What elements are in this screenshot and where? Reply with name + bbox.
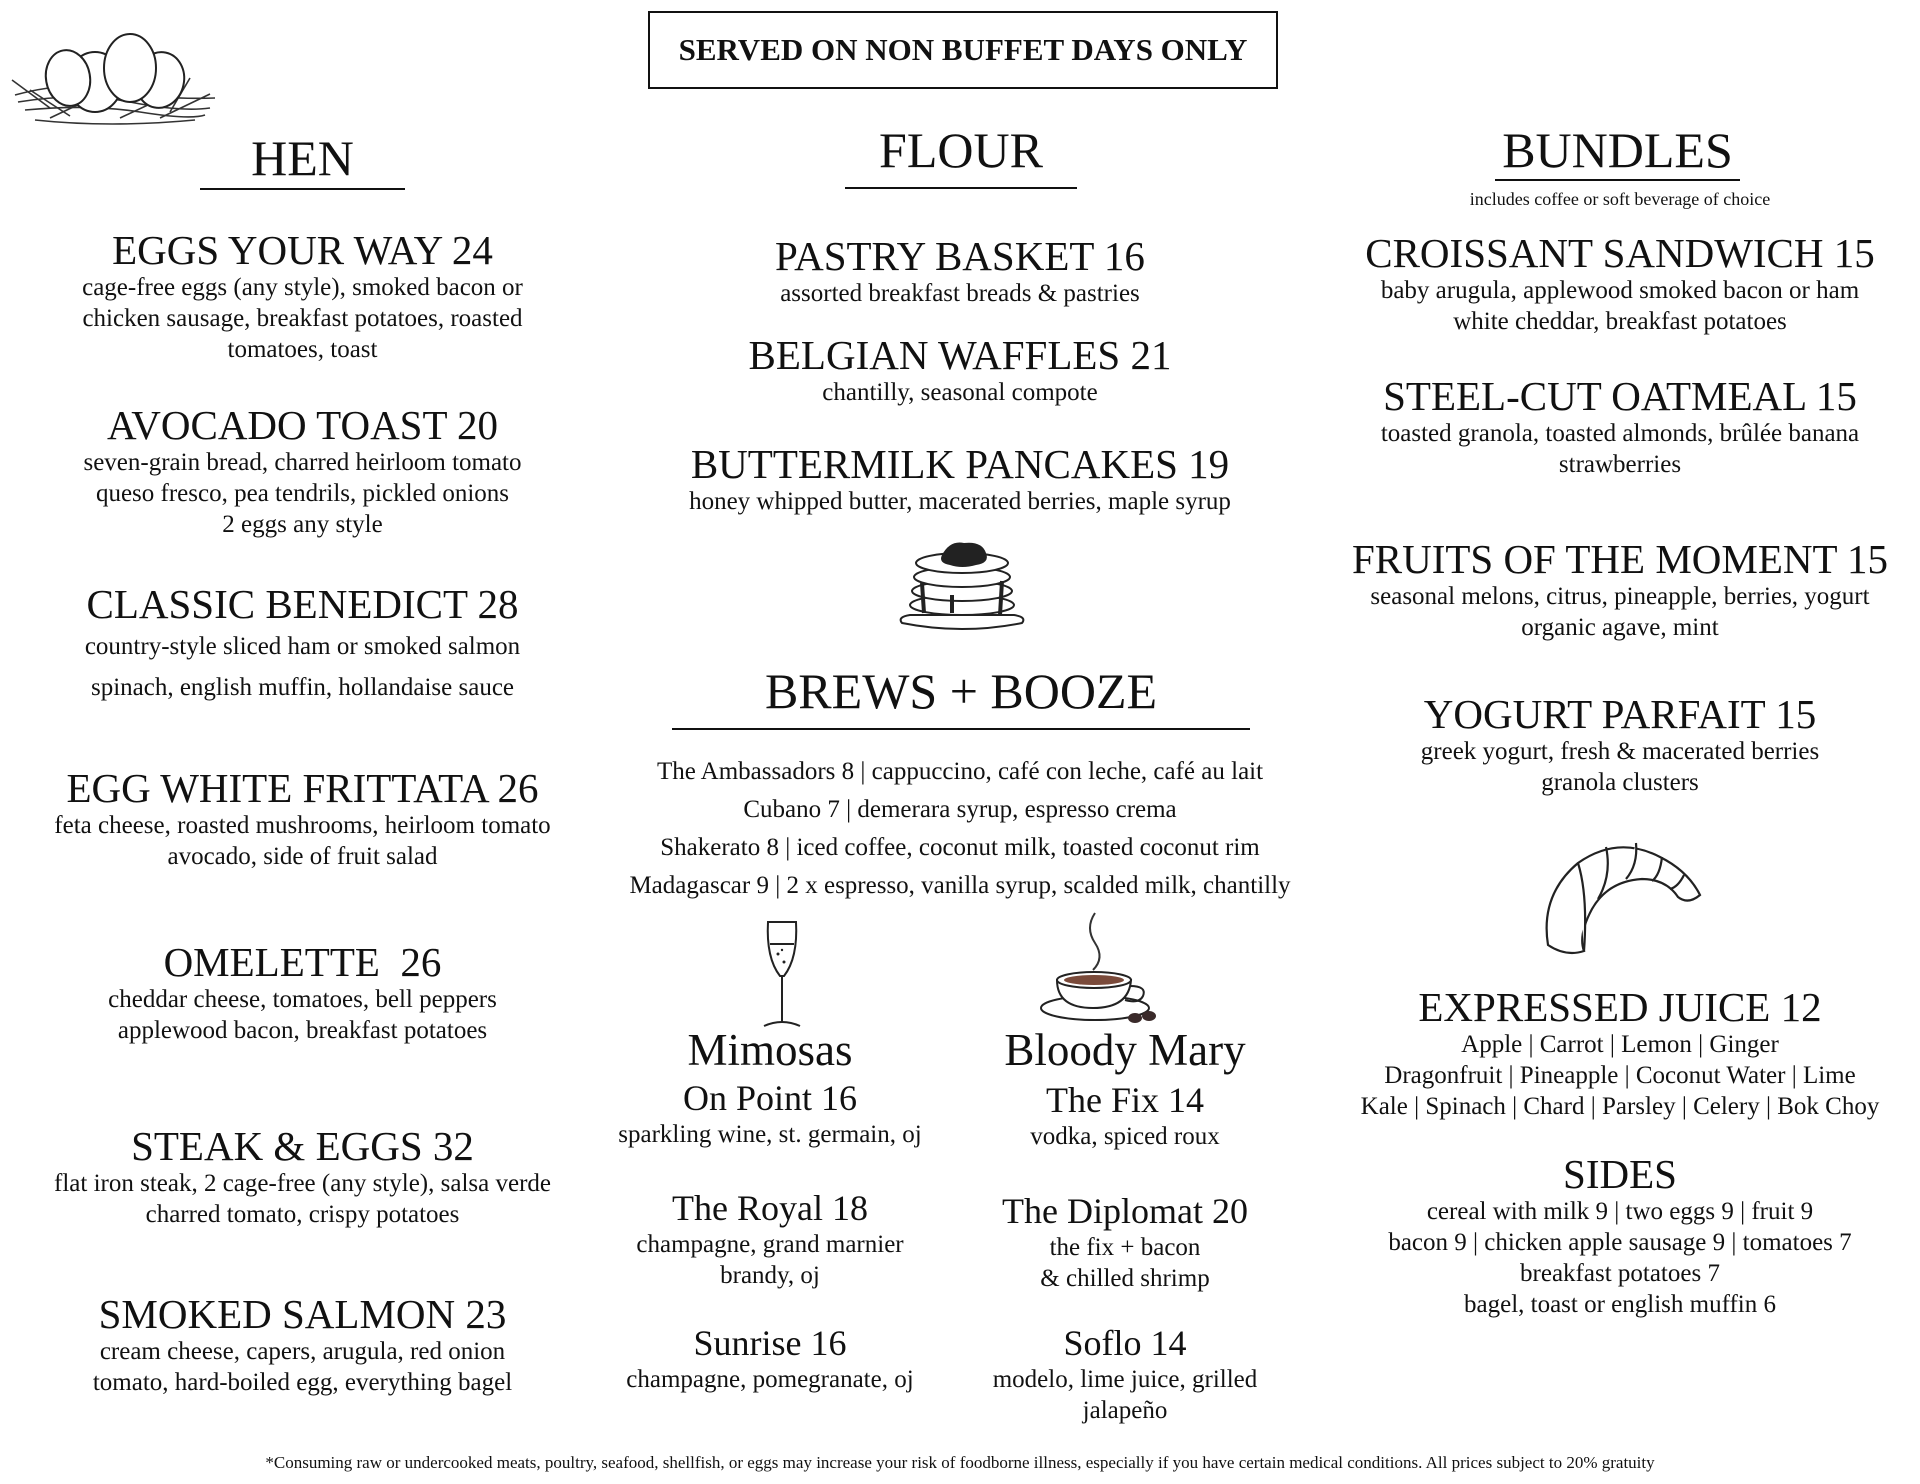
- coffee-cup-icon: [1035, 908, 1165, 1028]
- bundle-item-name: CROISSANT SANDWICH 15: [1365, 230, 1875, 276]
- hen-item-desc: queso fresco, pea tendrils, pickled onions: [95, 480, 510, 507]
- juice-desc: Kale | Spinach | Chard | Parsley | Celery | Bok Choy: [1360, 1093, 1880, 1120]
- bundle-item-desc: toasted granola, toasted almonds, brûlée banana: [1380, 420, 1860, 447]
- hen-item-name: STEAK & EGGS 32: [131, 1123, 474, 1169]
- mimosa-name: The Royal 18: [672, 1188, 868, 1228]
- flour-title-rule: [845, 187, 1077, 189]
- mimosa-name: Sunrise 16: [693, 1323, 847, 1363]
- hen-item: [0, 766, 605, 872]
- bloody-mary-desc: jalapeño: [1082, 1397, 1168, 1424]
- bundle-item-desc: granola clusters: [1541, 769, 1699, 796]
- hen-item-desc: spinach, english muffin, hollandaise sauce: [90, 674, 515, 701]
- sides-desc: bacon 9 | chicken apple sausage 9 | tomatoes 7: [1388, 1229, 1852, 1256]
- bloody-mary-desc: & chilled shrimp: [1040, 1265, 1210, 1292]
- hen-item: [0, 403, 605, 540]
- brews-list: [600, 753, 1320, 905]
- bloody-mary-item: [960, 1190, 1290, 1294]
- hen-item-desc: tomatoes, toast: [227, 336, 378, 363]
- flour-section-title: FLOUR: [879, 122, 1043, 178]
- bloody-mary-name: The Fix 14: [1046, 1080, 1204, 1120]
- bundle-item: [1330, 374, 1910, 480]
- non-buffet-banner: SERVED ON NON BUFFET DAYS ONLY: [648, 11, 1278, 89]
- bundle-item: [1330, 231, 1910, 337]
- mimosa-item: [595, 1322, 945, 1395]
- bundles-section-title: BUNDLES: [1502, 122, 1733, 178]
- hen-item: [0, 1292, 605, 1398]
- mimosa-item: [595, 1187, 945, 1291]
- mimosa-name: On Point 16: [682, 1078, 858, 1118]
- bloody-mary-desc: the fix + bacon: [1049, 1234, 1201, 1261]
- juice-desc: Dragonfruit | Pineapple | Coconut Water | Lime: [1384, 1062, 1856, 1089]
- flour-item-desc: chantilly, seasonal compote: [822, 379, 1098, 406]
- hen-item-name: CLASSIC BENEDICT 28: [86, 581, 519, 627]
- hen-title-rule: [200, 188, 405, 190]
- hen-item-desc: applewood bacon, breakfast potatoes: [117, 1017, 488, 1044]
- sides-desc: cereal with milk 9 | two eggs 9 | fruit 9: [1426, 1198, 1814, 1225]
- eggs-nest-icon: [10, 20, 220, 130]
- hen-item-desc: flat iron steak, 2 cage-free (any style), salsa verde: [54, 1170, 551, 1197]
- hen-item-desc: feta cheese, roasted mushrooms, heirloom tomato: [54, 812, 551, 839]
- juice-desc: Apple | Carrot | Lemon | Ginger: [1461, 1031, 1779, 1058]
- hen-item-desc: tomato, hard-boiled egg, everything bagel: [92, 1369, 513, 1396]
- flour-item-name: BUTTERMILK PANCAKES 19: [690, 441, 1230, 487]
- hen-item: [0, 1124, 605, 1230]
- mimosa-desc: sparkling wine, st. germain, oj: [618, 1121, 922, 1148]
- hen-item-desc: chicken sausage, breakfast potatoes, roasted: [82, 305, 523, 332]
- sides-title: SIDES: [1563, 1151, 1677, 1197]
- hen-item-desc: avocado, side of fruit salad: [167, 843, 438, 870]
- mimosa-desc: champagne, grand marnier: [636, 1231, 904, 1258]
- hen-item-name: EGGS YOUR WAY 24: [112, 227, 493, 273]
- champagne-glass-icon: [752, 918, 812, 1033]
- bundle-item-desc: baby arugula, applewood smoked bacon or ham: [1380, 277, 1860, 304]
- bundle-item-name: YOGURT PARFAIT 15: [1423, 691, 1817, 737]
- flour-item-desc: assorted breakfast breads & pastries: [780, 280, 1140, 307]
- croissant-icon: [1538, 835, 1708, 955]
- brew-line: The Ambassadors 8 | cappuccino, café con leche, café au lait: [656, 758, 1264, 785]
- hen-item-name: OMELETTE 26: [163, 939, 442, 985]
- bloody-mary-name: Soflo 14: [1063, 1323, 1187, 1363]
- flour-item-name: PASTRY BASKET 16: [775, 233, 1145, 279]
- hen-item: [0, 582, 605, 708]
- brew-line: Madagascar 9 | 2 x espresso, vanilla syrup, scalded milk, chantilly: [629, 872, 1291, 899]
- sides-desc: breakfast potatoes 7: [1520, 1260, 1720, 1287]
- bloody-mary-item: [960, 1322, 1290, 1426]
- bundle-item-name: FRUITS OF THE MOMENT 15: [1351, 536, 1889, 582]
- flour-item-desc: honey whipped butter, macerated berries, maple syrup: [689, 488, 1231, 515]
- hen-item: [0, 940, 605, 1046]
- bundles-note: includes coffee or soft beverage of choice: [1469, 189, 1771, 209]
- juice-item: [1330, 985, 1910, 1122]
- hen-item-desc: cage-free eggs (any style), smoked bacon or: [82, 274, 523, 301]
- flour-item: [640, 234, 1280, 309]
- bundle-item-desc: seasonal melons, citrus, pineapple, berries, yogurt: [1370, 583, 1870, 610]
- hen-item-name: SMOKED SALMON 23: [98, 1291, 507, 1337]
- bloody-mary-desc: vodka, spiced roux: [1030, 1123, 1220, 1150]
- mimosa-desc: champagne, pomegranate, oj: [626, 1366, 914, 1393]
- mimosas-title: Mimosas: [687, 1025, 853, 1075]
- bloody-mary-name: The Diplomat 20: [1002, 1191, 1248, 1231]
- hen-item-name: EGG WHITE FRITTATA 26: [66, 765, 539, 811]
- brew-line: Shakerato 8 | iced coffee, coconut milk, toasted coconut rim: [660, 834, 1260, 861]
- mimosa-desc: brandy, oj: [720, 1262, 820, 1289]
- pancake-stack-icon: [892, 535, 1032, 635]
- bloody-mary-title: Bloody Mary: [1004, 1025, 1246, 1075]
- bundle-item: [1330, 692, 1910, 798]
- bloody-mary-column: [960, 1025, 1290, 1152]
- flour-item: [640, 442, 1280, 517]
- hen-section-title: HEN: [251, 130, 354, 186]
- hen-item-desc: cheddar cheese, tomatoes, bell peppers: [108, 986, 497, 1013]
- brews-section-title: BREWS + BOOZE: [764, 663, 1158, 719]
- bloody-mary-desc: modelo, lime juice, grilled: [992, 1366, 1258, 1393]
- bundle-item-desc: organic agave, mint: [1521, 614, 1719, 641]
- sides-desc: bagel, toast or english muffin 6: [1464, 1291, 1776, 1318]
- mimosas-column: [595, 1025, 945, 1150]
- bundle-item-desc: strawberries: [1558, 451, 1682, 478]
- bundle-item-name: STEEL-CUT OATMEAL 15: [1383, 373, 1857, 419]
- bundles-title-rule: [1495, 179, 1740, 181]
- hen-item-desc: 2 eggs any style: [222, 511, 383, 538]
- flour-item: [640, 333, 1280, 408]
- hen-item-desc: country-style sliced ham or smoked salmon: [84, 633, 521, 660]
- hen-item-name: AVOCADO TOAST 20: [106, 402, 499, 448]
- juice-name: EXPRESSED JUICE 12: [1418, 984, 1822, 1030]
- bundle-item-desc: white cheddar, breakfast potatoes: [1453, 308, 1787, 335]
- flour-item-name: BELGIAN WAFFLES 21: [748, 332, 1172, 378]
- hen-item-desc: charred tomato, crispy potatoes: [145, 1201, 460, 1228]
- bundle-item-desc: greek yogurt, fresh & macerated berries: [1420, 738, 1820, 765]
- foodborne-illness-footnote: *Consuming raw or undercooked meats, poultry, seafood, shellfish, or eggs may increase your risk of foodborne illness, especially if you have certain medical conditions. All prices subject to 20% gratuity: [265, 1453, 1655, 1472]
- brews-title-rule: [672, 728, 1250, 730]
- brew-line: Cubano 7 | demerara syrup, espresso crema: [743, 796, 1177, 823]
- bundle-item: [1330, 537, 1910, 643]
- hen-item: [0, 228, 605, 365]
- sides-section: [1330, 1152, 1910, 1320]
- hen-item-desc: cream cheese, capers, arugula, red onion: [99, 1338, 506, 1365]
- hen-item-desc: seven-grain bread, charred heirloom tomato: [83, 449, 522, 476]
